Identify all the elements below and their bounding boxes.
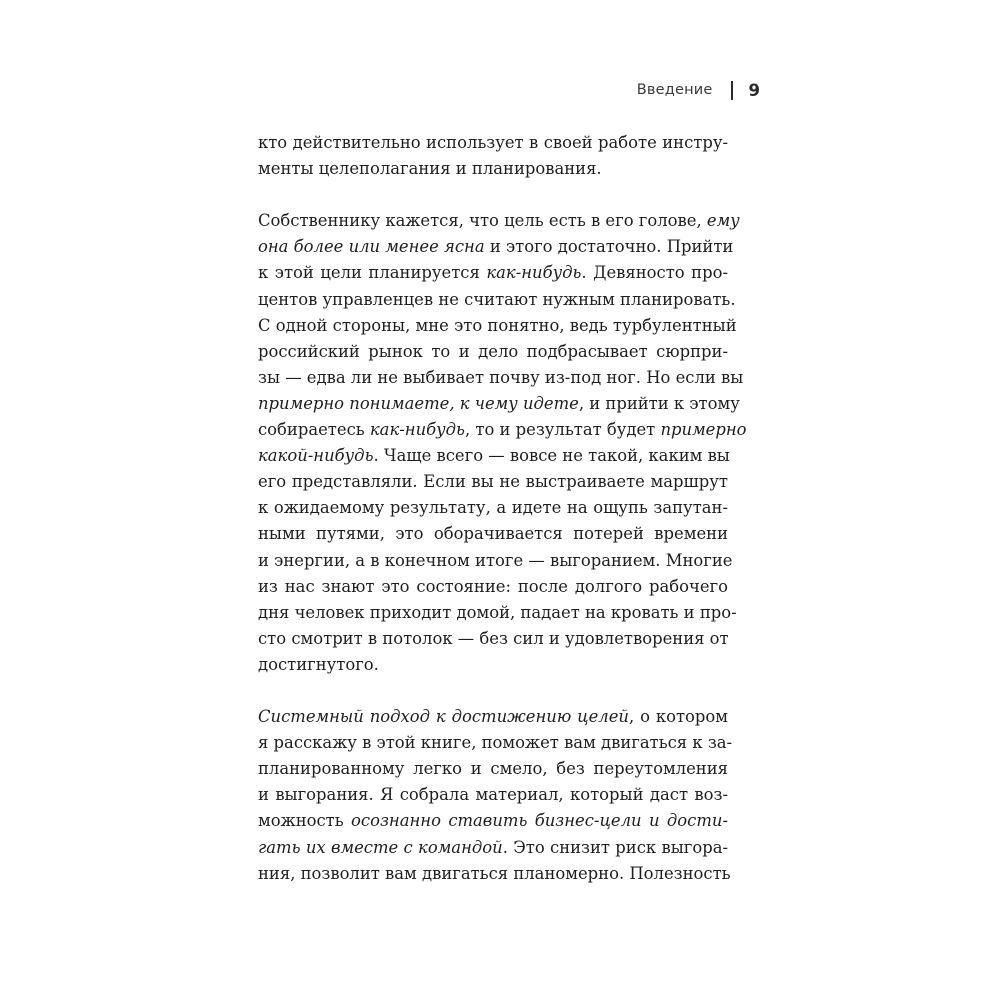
text-run: центов управленцев не считают нужным планировать. (258, 289, 736, 309)
paragraph (258, 704, 733, 887)
text-line (258, 652, 728, 678)
paragraph-gap (258, 182, 728, 208)
text-run: . Это снизит риск выгора- (502, 837, 728, 857)
text-run: , то и результат будет (464, 420, 661, 440)
text-run: собираетесь (258, 420, 370, 440)
text-line (258, 626, 728, 652)
body-text (258, 130, 747, 887)
text-line (258, 730, 733, 756)
italic-text: гать их вместе с командой (258, 837, 503, 857)
text-line (258, 234, 734, 260)
section-title: Введение (636, 82, 713, 98)
text-line (258, 469, 728, 495)
paragraph (258, 208, 747, 678)
text-run: можность (258, 811, 352, 831)
text-run: его представляли. Если вы не выстраиваете маршрут (258, 472, 728, 492)
text-run: сто смотрит в потолок — без сил и удовлетворения от (258, 628, 729, 648)
text-line (258, 417, 747, 443)
text-run: Собственнику кажется, что цель есть в его голове, (258, 211, 707, 231)
italic-text: Системный подход к достижению целей (258, 707, 629, 727)
italic-text: как-нибудь (486, 263, 582, 283)
text-run: , о котором (628, 707, 728, 727)
text-line (258, 260, 728, 286)
text-run: планированному легко и смело, без переутомления (258, 759, 728, 779)
text-run: достигнутого. (258, 654, 379, 674)
text-line (258, 391, 740, 417)
page-number: 9 (748, 80, 760, 100)
italic-text: осознанно ставить бизнес-цели и дости- (351, 811, 728, 831)
italic-text: примерно (660, 420, 747, 440)
text-run: к этой цели планируется (258, 263, 487, 283)
paragraph-gap (258, 678, 728, 704)
text-run: дня человек приходит домой, падает на кровать и про- (258, 602, 737, 622)
text-line (258, 156, 728, 182)
text-line (258, 756, 728, 782)
text-line (258, 600, 737, 626)
text-run: и энергии, а в конечном итоге — выгоранием. Многие (258, 550, 733, 570)
text-line (258, 443, 728, 469)
text-line (258, 861, 731, 887)
text-run: я расскажу в этой книге, поможет вам двигаться к за- (258, 733, 733, 753)
text-line (258, 521, 728, 547)
text-line (258, 835, 728, 861)
text-line (258, 548, 733, 574)
text-run: кто действительно использует в своей работе инстру- (258, 133, 728, 152)
text-line (258, 704, 728, 730)
text-line (258, 130, 728, 156)
text-run: российский рынок то и дело подбрасывает сюрпри- (258, 341, 728, 361)
text-run: ния, позволит вам двигаться планомерно. Полезность (258, 863, 731, 883)
text-line (258, 287, 736, 313)
italic-text: примерно понимаете, к чему идете (258, 393, 579, 413)
paragraph (258, 130, 728, 182)
italic-text: она более или менее ясна (258, 237, 485, 257)
text-run: к ожидаемому результату, а идете на ощупь запутан- (258, 498, 728, 518)
text-run: С одной стороны, мне это понятно, ведь турбулентный (258, 315, 737, 335)
text-line (258, 339, 728, 365)
text-line (258, 808, 728, 834)
italic-text: как-нибудь (369, 420, 465, 440)
running-header (637, 79, 760, 101)
text-run: из нас знают это состояние: после долгого рабочего (258, 576, 728, 596)
text-line (258, 574, 728, 600)
text-run: зы — едва ли не выбивает почву из-под ног. Но если вы (258, 367, 744, 387)
text-run: . Девяносто про- (581, 263, 728, 283)
text-run: и этого достаточно. Прийти (484, 237, 734, 257)
text-run: менты целеполагания и планирования. (258, 159, 602, 179)
text-run: , и прийти к этому (578, 393, 740, 413)
text-line (258, 208, 740, 234)
text-run: ными путями, это оборачивается потерей времени (258, 524, 728, 544)
text-line (258, 495, 728, 521)
header-separator (731, 81, 733, 100)
text-run: и выгорания. Я собрала материал, который даст воз- (258, 785, 728, 805)
text-line (258, 365, 744, 391)
italic-text: какой-нибудь (258, 446, 374, 466)
text-run: . Чаще всего — вовсе не такой, каким вы (373, 446, 730, 466)
text-line (258, 313, 737, 339)
text-line (258, 782, 728, 808)
italic-text: ему (706, 211, 740, 231)
